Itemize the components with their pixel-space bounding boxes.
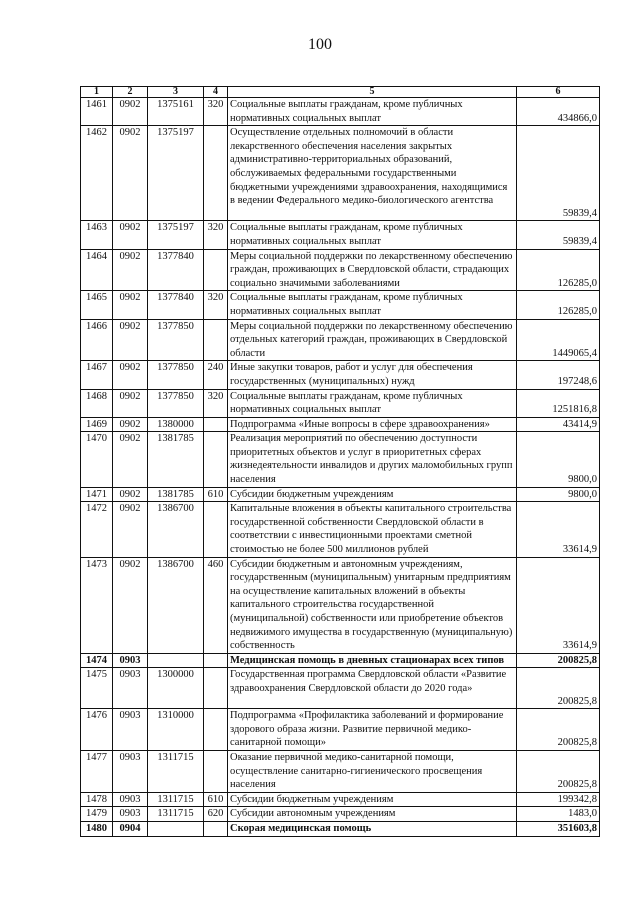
expense-kind-code: 320 xyxy=(204,389,228,417)
description: Социальные выплаты гражданам, кроме публичных нормативных социальных выплат xyxy=(228,98,517,126)
description: Субсидии автономным учреждениям xyxy=(228,807,517,822)
table-row xyxy=(81,653,600,668)
row-number: 1462 xyxy=(81,126,113,221)
target-code xyxy=(148,653,204,668)
target-code: 1377850 xyxy=(148,319,204,361)
amount: 43414,9 xyxy=(517,417,600,432)
row-number: 1476 xyxy=(81,709,113,751)
target-code: 1300000 xyxy=(148,668,204,709)
target-code: 1386700 xyxy=(148,557,204,653)
row-number: 1480 xyxy=(81,821,113,836)
target-code: 1375197 xyxy=(148,221,204,249)
amount: 126285,0 xyxy=(517,249,600,291)
row-number: 1478 xyxy=(81,792,113,807)
amount: 9800,0 xyxy=(517,432,600,487)
table-row xyxy=(81,291,600,319)
header-cell: 6 xyxy=(517,87,600,98)
expense-kind-code: 320 xyxy=(204,98,228,126)
expense-kind-code xyxy=(204,249,228,291)
row-number: 1470 xyxy=(81,432,113,487)
expense-kind-code xyxy=(204,668,228,709)
table-row xyxy=(81,792,600,807)
row-number: 1468 xyxy=(81,389,113,417)
section-code: 0902 xyxy=(113,389,148,417)
row-number: 1479 xyxy=(81,807,113,822)
target-code: 1381785 xyxy=(148,432,204,487)
budget-table xyxy=(80,86,600,837)
target-code: 1311715 xyxy=(148,792,204,807)
table-row xyxy=(81,668,600,709)
table-row xyxy=(81,221,600,249)
section-code: 0903 xyxy=(113,807,148,822)
row-number: 1465 xyxy=(81,291,113,319)
section-code: 0903 xyxy=(113,668,148,709)
expense-kind-code xyxy=(204,653,228,668)
expense-kind-code xyxy=(204,750,228,792)
amount: 197248,6 xyxy=(517,361,600,389)
section-code: 0903 xyxy=(113,792,148,807)
section-code: 0902 xyxy=(113,221,148,249)
expense-kind-code: 460 xyxy=(204,557,228,653)
target-code: 1386700 xyxy=(148,502,204,557)
description: Осуществление отдельных полномочий в области лекарственного обеспечения населения закрытых административно-территориальных образований, обслуживаемых федеральными государственными бюджетными учреждениями здравоохранения, находящимися в ведении Федерального медико-биологического агентства xyxy=(228,126,517,221)
expense-kind-code xyxy=(204,319,228,361)
amount: 200825,8 xyxy=(517,750,600,792)
expense-kind-code xyxy=(204,432,228,487)
section-code: 0904 xyxy=(113,821,148,836)
table-body xyxy=(81,98,600,837)
section-code: 0903 xyxy=(113,653,148,668)
row-number: 1464 xyxy=(81,249,113,291)
amount: 33614,9 xyxy=(517,502,600,557)
section-code: 0902 xyxy=(113,98,148,126)
table-header-row xyxy=(81,87,600,98)
description: Государственная программа Свердловской области «Развитие здравоохранения Свердловской области до 2020 года» xyxy=(228,668,517,709)
section-code: 0902 xyxy=(113,432,148,487)
target-code xyxy=(148,821,204,836)
row-number: 1466 xyxy=(81,319,113,361)
amount: 126285,0 xyxy=(517,291,600,319)
description: Оказание первичной медико-санитарной помощи, осуществление санитарно-гигиенического просвещения населения xyxy=(228,750,517,792)
row-number: 1461 xyxy=(81,98,113,126)
expense-kind-code: 240 xyxy=(204,361,228,389)
table-row xyxy=(81,487,600,502)
expense-kind-code: 610 xyxy=(204,487,228,502)
amount: 1251816,8 xyxy=(517,389,600,417)
table-row xyxy=(81,361,600,389)
description: Подпрограмма «Иные вопросы в сфере здравоохранения» xyxy=(228,417,517,432)
row-number: 1473 xyxy=(81,557,113,653)
description: Социальные выплаты гражданам, кроме публичных нормативных социальных выплат xyxy=(228,221,517,249)
table-row xyxy=(81,502,600,557)
row-number: 1471 xyxy=(81,487,113,502)
amount: 434866,0 xyxy=(517,98,600,126)
table-row xyxy=(81,709,600,751)
description: Реализация мероприятий по обеспечению доступности приоритетных объектов и услуг в приоритетных сферах жизнедеятельности инвалидов и других маломобильных групп населения xyxy=(228,432,517,487)
table-row xyxy=(81,249,600,291)
section-code: 0903 xyxy=(113,750,148,792)
amount: 200825,8 xyxy=(517,709,600,751)
section-code: 0902 xyxy=(113,557,148,653)
table-row xyxy=(81,389,600,417)
row-number: 1467 xyxy=(81,361,113,389)
amount: 59839,4 xyxy=(517,221,600,249)
description: Капитальные вложения в объекты капитального строительства государственной собственности Свердловской области в соответствии с инвестиционными проектами сметной стоимостью не более 500 миллионов рублей xyxy=(228,502,517,557)
table-row xyxy=(81,557,600,653)
section-code: 0902 xyxy=(113,319,148,361)
description: Субсидии бюджетным учреждениям xyxy=(228,487,517,502)
amount: 200825,8 xyxy=(517,668,600,709)
row-number: 1469 xyxy=(81,417,113,432)
description: Социальные выплаты гражданам, кроме публичных нормативных социальных выплат xyxy=(228,389,517,417)
row-number: 1463 xyxy=(81,221,113,249)
section-code: 0902 xyxy=(113,291,148,319)
table-row xyxy=(81,417,600,432)
description: Субсидии бюджетным учреждениям xyxy=(228,792,517,807)
row-number: 1475 xyxy=(81,668,113,709)
expense-kind-code xyxy=(204,821,228,836)
expense-kind-code: 620 xyxy=(204,807,228,822)
description: Меры социальной поддержки по лекарственному обеспечению граждан, проживающих в Свердловской области, страдающих социально значимыми заболеваниями xyxy=(228,249,517,291)
header-cell: 5 xyxy=(228,87,517,98)
amount: 1483,0 xyxy=(517,807,600,822)
amount: 59839,4 xyxy=(517,126,600,221)
amount: 1449065,4 xyxy=(517,319,600,361)
row-number: 1474 xyxy=(81,653,113,668)
page-number: 100 xyxy=(308,36,332,53)
section-code: 0902 xyxy=(113,487,148,502)
section-code: 0902 xyxy=(113,361,148,389)
expense-kind-code xyxy=(204,126,228,221)
target-code: 1377850 xyxy=(148,389,204,417)
section-code: 0902 xyxy=(113,126,148,221)
description: Скорая медицинская помощь xyxy=(228,821,517,836)
target-code: 1381785 xyxy=(148,487,204,502)
amount: 199342,8 xyxy=(517,792,600,807)
description: Подпрограмма «Профилактика заболеваний и формирование здорового образа жизни. Развитие первичной медико-санитарной помощи» xyxy=(228,709,517,751)
target-code: 1377840 xyxy=(148,249,204,291)
description: Субсидии бюджетным и автономным учреждениям, государственным (муниципальным) унитарным предприятиям на осуществление капитальных вложений в объекты капитального строительства государственной (муниципальной) собственности или приобретение объектов недвижимого имущества в государственную (муниципальную) собственность xyxy=(228,557,517,653)
section-code: 0902 xyxy=(113,502,148,557)
description: Меры социальной поддержки по лекарственному обеспечению отдельных категорий граждан, проживающих в Свердловской области xyxy=(228,319,517,361)
section-code: 0903 xyxy=(113,709,148,751)
header-cell: 3 xyxy=(148,87,204,98)
target-code: 1380000 xyxy=(148,417,204,432)
table-row xyxy=(81,750,600,792)
amount: 200825,8 xyxy=(517,653,600,668)
header-cell: 1 xyxy=(81,87,113,98)
table-row xyxy=(81,126,600,221)
target-code: 1311715 xyxy=(148,807,204,822)
table-row xyxy=(81,432,600,487)
expense-kind-code: 320 xyxy=(204,221,228,249)
table-row xyxy=(81,98,600,126)
section-code: 0902 xyxy=(113,417,148,432)
target-code: 1375197 xyxy=(148,126,204,221)
table-row xyxy=(81,821,600,836)
section-code: 0902 xyxy=(113,249,148,291)
expense-kind-code xyxy=(204,417,228,432)
expense-kind-code: 610 xyxy=(204,792,228,807)
row-number: 1477 xyxy=(81,750,113,792)
expense-kind-code: 320 xyxy=(204,291,228,319)
target-code: 1310000 xyxy=(148,709,204,751)
target-code: 1311715 xyxy=(148,750,204,792)
expense-kind-code xyxy=(204,502,228,557)
table-row xyxy=(81,807,600,822)
target-code: 1377840 xyxy=(148,291,204,319)
target-code: 1375161 xyxy=(148,98,204,126)
amount: 9800,0 xyxy=(517,487,600,502)
header-cell: 4 xyxy=(204,87,228,98)
expense-kind-code xyxy=(204,709,228,751)
amount: 351603,8 xyxy=(517,821,600,836)
header-cell: 2 xyxy=(113,87,148,98)
table-row xyxy=(81,319,600,361)
description: Социальные выплаты гражданам, кроме публичных нормативных социальных выплат xyxy=(228,291,517,319)
row-number: 1472 xyxy=(81,502,113,557)
amount: 33614,9 xyxy=(517,557,600,653)
target-code: 1377850 xyxy=(148,361,204,389)
description: Медицинская помощь в дневных стационарах всех типов xyxy=(228,653,517,668)
description: Иные закупки товаров, работ и услуг для обеспечения государственных (муниципальных) нужд xyxy=(228,361,517,389)
